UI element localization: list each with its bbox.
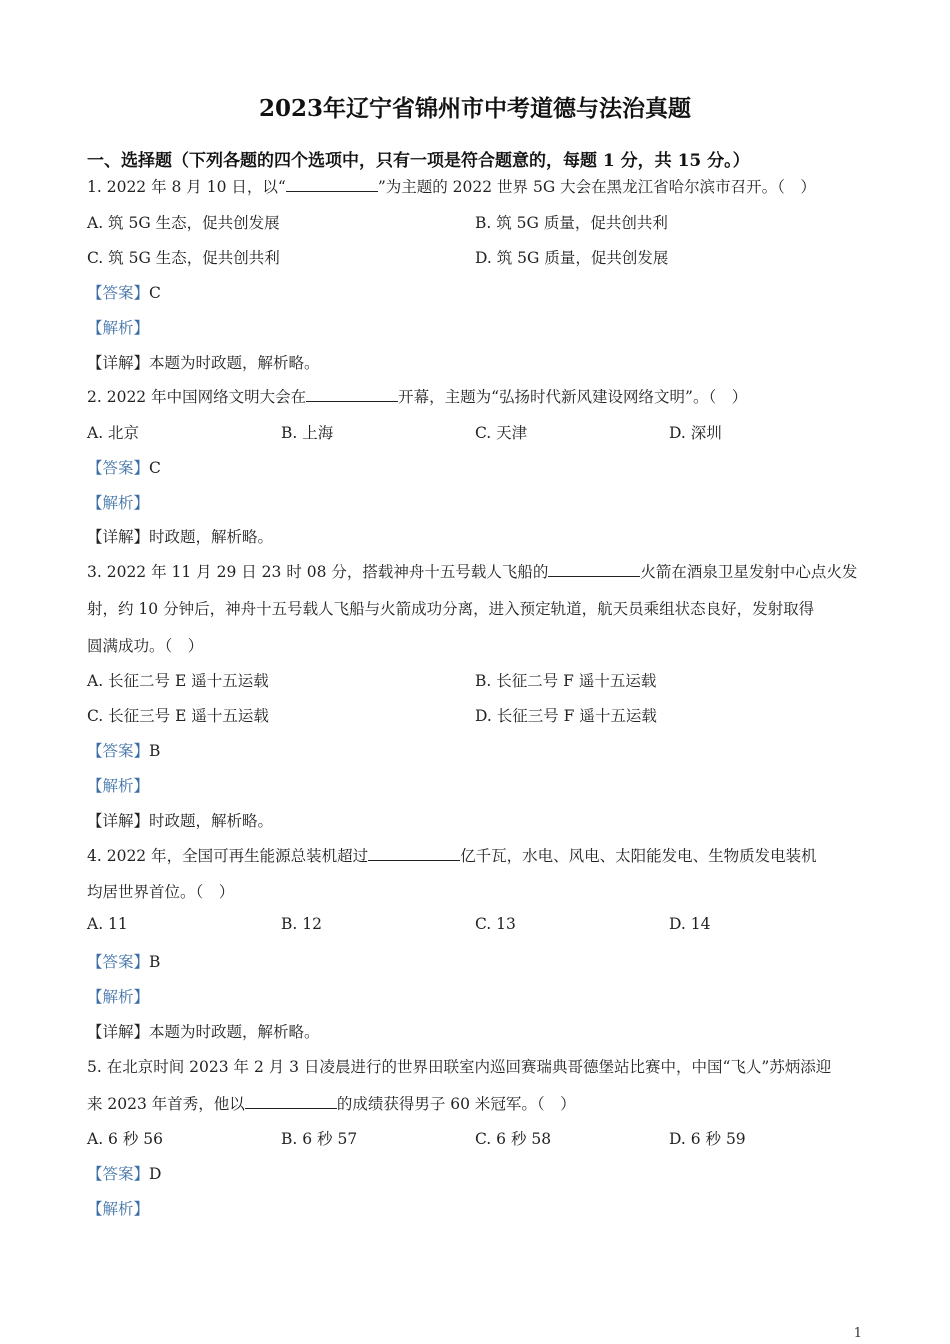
question-4-stem: [87, 844, 817, 866]
question-5-answer: [87, 1162, 161, 1184]
question-3-option-c: C. 长征三号 E 遥十五运载: [87, 707, 269, 725]
question-2-option-b: B. 上海: [281, 424, 334, 442]
question-5-stem-line-1: 5. 在北京时间 2023 年 2 月 3 日凌晨进行的世界田联室内巡回赛瑞典哥德堡站比赛中，中国“飞人”苏炳添迎: [87, 1058, 832, 1076]
question-2-answer: [87, 456, 161, 478]
question-2-stem: [87, 385, 747, 407]
question-3-option-b: B. 长征二号 F 遥十五运载: [475, 672, 657, 690]
question-5-analysis: [87, 1197, 149, 1219]
analysis-label: 【解析】: [87, 777, 150, 795]
question-4-detail: [87, 1020, 320, 1042]
fill-blank: [368, 846, 460, 861]
question-1-option-b: B. 筑 5G 质量，促共创共利: [475, 214, 668, 232]
analysis-label: 【解析】: [87, 494, 150, 512]
question-1-detail: [87, 351, 320, 373]
question-1-stem: [87, 175, 816, 197]
question-2-detail: [87, 525, 273, 547]
question-2-option-a: A. 北京: [87, 424, 140, 442]
question-4-stem-part-b: 亿千瓦，水电、风电、太阳能发电、生物质发电装机: [460, 847, 817, 865]
question-4-stem-part-a: 4. 2022 年，全国可再生能源总装机超过: [87, 847, 369, 865]
detail-label: 【详解】: [87, 354, 150, 372]
answer-label: 【答案】: [87, 742, 150, 760]
question-3-stem: [87, 560, 857, 582]
page-number: 1: [853, 1326, 862, 1341]
question-3-stem-line-3: 圆满成功。（ ）: [87, 637, 204, 655]
question-4-option-b: B. 12: [281, 915, 322, 933]
question-1-option-a: A. 筑 5G 生态，促共创发展: [87, 214, 280, 232]
question-1-stem-part-a: 1. 2022 年 8 月 10 日，以“: [87, 178, 286, 196]
question-2-stem-part-b: 开幕，主题为“弘扬时代新风建设网络文明”。（ ）: [398, 388, 748, 406]
question-3-stem-part-a: 3. 2022 年 11 月 29 日 23 时 08 分，搭载神舟十五号载人飞船的: [87, 563, 549, 581]
question-5-option-c: C. 6 秒 58: [475, 1130, 552, 1148]
detail-label: 【详解】: [87, 528, 150, 546]
question-5-stem-part-b: 的成绩获得男子 60 米冠军。（ ）: [336, 1095, 576, 1113]
fill-blank: [548, 562, 640, 577]
question-4-option-a: A. 11: [87, 915, 128, 933]
analysis-label: 【解析】: [87, 1200, 150, 1218]
question-2-option-c: C. 天津: [475, 424, 528, 442]
question-3-option-d: D. 长征三号 F 遥十五运载: [475, 707, 657, 725]
fill-blank: [245, 1094, 337, 1109]
answer-value: B: [149, 953, 161, 971]
answer-value: C: [149, 284, 161, 302]
question-2-analysis: [87, 491, 149, 513]
analysis-label: 【解析】: [87, 988, 150, 1006]
question-3-option-a: A. 长征二号 E 遥十五运载: [87, 672, 269, 690]
detail-label: 【详解】: [87, 812, 150, 830]
question-1-answer: [87, 281, 161, 303]
question-5-stem: [87, 1092, 576, 1114]
question-2-option-d: D. 深圳: [669, 424, 722, 442]
detail-text: 本题为时政题，解析略。: [149, 354, 320, 372]
question-5-option-d: D. 6 秒 59: [669, 1130, 746, 1148]
answer-label: 【答案】: [87, 284, 150, 302]
question-4-answer: [87, 950, 160, 972]
detail-text: 时政题，解析略。: [149, 812, 274, 830]
question-3-answer: [87, 739, 160, 761]
question-4-option-c: C. 13: [475, 915, 516, 933]
question-3-stem-line-2: 射，约 10 分钟后，神舟十五号载人飞船与火箭成功分离，进入预定轨道，航天员乘组状态良好，发射取得: [87, 600, 815, 618]
question-1-option-d: D. 筑 5G 质量，促共创发展: [475, 249, 669, 267]
question-4-stem-line-2: 均居世界首位。（ ）: [87, 883, 235, 901]
fill-blank: [306, 387, 398, 402]
answer-value: B: [149, 742, 161, 760]
analysis-label: 【解析】: [87, 319, 150, 337]
page-title: 2023年辽宁省锦州市中考道德与法治真题: [258, 95, 691, 122]
section-heading: 一、选择题（下列各题的四个选项中，只有一项是符合题意的，每题 1 分，共 15 分。）: [87, 151, 750, 171]
fill-blank: [286, 177, 378, 192]
answer-value: D: [149, 1165, 162, 1183]
detail-text: 本题为时政题，解析略。: [149, 1023, 320, 1041]
question-4-option-d: D. 14: [669, 915, 711, 933]
question-2-stem-part-a: 2. 2022 年中国网络文明大会在: [87, 388, 307, 406]
question-3-detail: [87, 809, 273, 831]
question-3-stem-part-b: 火箭在酒泉卫星发射中心点火发: [640, 563, 858, 581]
answer-label: 【答案】: [87, 1165, 150, 1183]
question-1-analysis: [87, 316, 149, 338]
answer-label: 【答案】: [87, 953, 150, 971]
question-1-stem-part-b: ”为主题的 2022 世界 5G 大会在黑龙江省哈尔滨市召开。（ ）: [377, 178, 816, 196]
answer-label: 【答案】: [87, 459, 150, 477]
question-5-stem-part-a: 来 2023 年首秀，他以: [87, 1095, 245, 1113]
question-3-analysis: [87, 774, 149, 796]
answer-value: C: [149, 459, 161, 477]
question-1-option-c: C. 筑 5G 生态，促共创共利: [87, 249, 280, 267]
detail-label: 【详解】: [87, 1023, 150, 1041]
question-5-option-b: B. 6 秒 57: [281, 1130, 358, 1148]
detail-text: 时政题，解析略。: [149, 528, 274, 546]
question-5-option-a: A. 6 秒 56: [87, 1130, 163, 1148]
question-4-analysis: [87, 985, 149, 1007]
